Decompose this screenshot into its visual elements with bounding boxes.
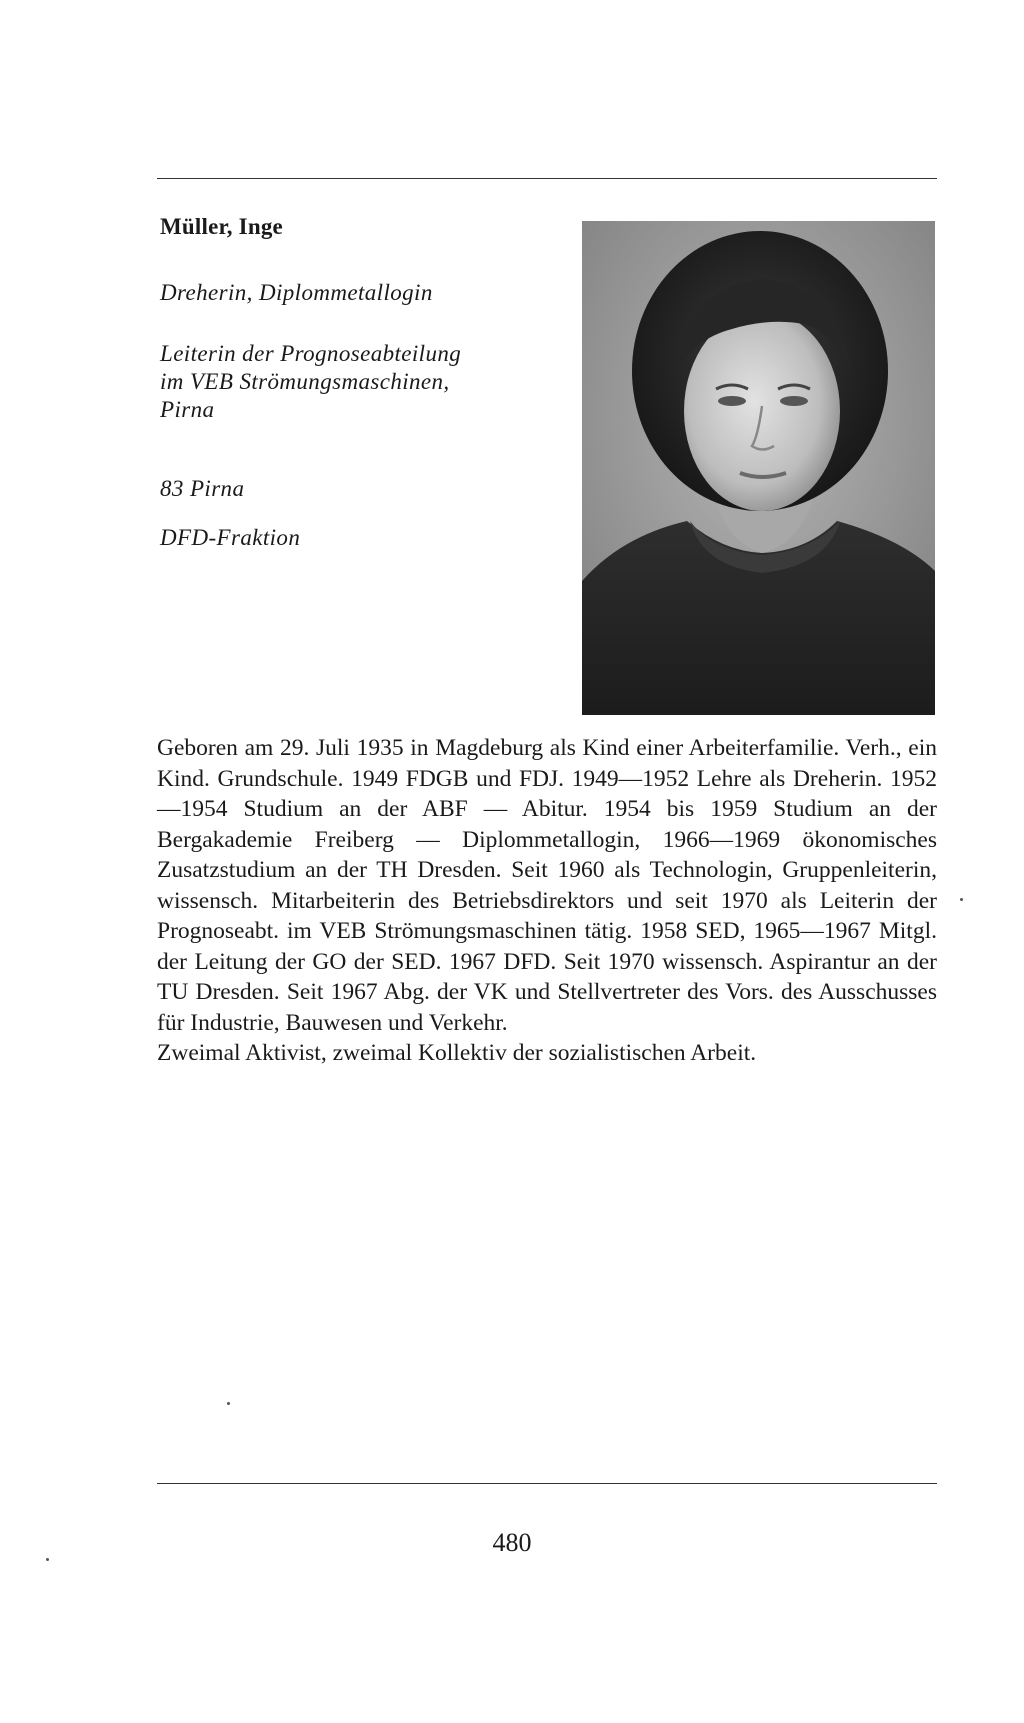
biography-text: Geboren am 29. Juli 1935 in Magdeburg als Kind einer Arbeiterfamilie. Verh., ein Kind. Grundschule. 1949 FDGB und FDJ. 1949—1952 Lehre als Dreherin. 1952—1954 Studium an der ABF — Abitur. 1954 bis 1959 Studium an der Bergakademie Freiberg — Diplommetallogin, 1966—1969 ökonomisches Zusatzstudium an der TH Dresden. Seit 1960 als Technologin, Gruppenleiterin, wissensch. Mitarbeiterin des Betriebsdirektors und seit 1970 als Leiterin der Prognoseabt. im VEB Strömungsmaschinen tätig. 1958 SED, 1965—1967 Mitgl. der Leitung der GO der SED. 1967 DFD. Seit 1970 wissensch. Aspirantur an der TU Dresden. Seit 1967 Abg. der VK und Stellvertreter des Vors. des Ausschusses für Industrie, Bauwesen und Verkehr. (157, 735, 937, 1036)
awards-text: Zweimal Aktivist, zweimal Kollektiv der sozialistischen Arbeit. (157, 1040, 757, 1066)
print-speck (46, 1558, 49, 1561)
position (160, 340, 461, 424)
biography (157, 733, 937, 1069)
print-speck (960, 898, 963, 901)
portrait-photo (582, 221, 935, 715)
profession: Dreherin, Diplommetallogin (160, 280, 433, 305)
bottom-rule (157, 1483, 937, 1484)
position-line: Pirna (160, 397, 215, 422)
person-name: Müller, Inge (160, 214, 283, 239)
print-speck (227, 1402, 230, 1405)
position-line: Leiterin der Prognoseabteilung (160, 341, 462, 366)
page-number: 480 (492, 1528, 532, 1557)
faction: DFD-Fraktion (160, 525, 301, 550)
top-rule (157, 178, 937, 179)
city: 83 Pirna (160, 476, 245, 501)
position-line: im VEB Strömungsmaschinen, (160, 369, 450, 394)
